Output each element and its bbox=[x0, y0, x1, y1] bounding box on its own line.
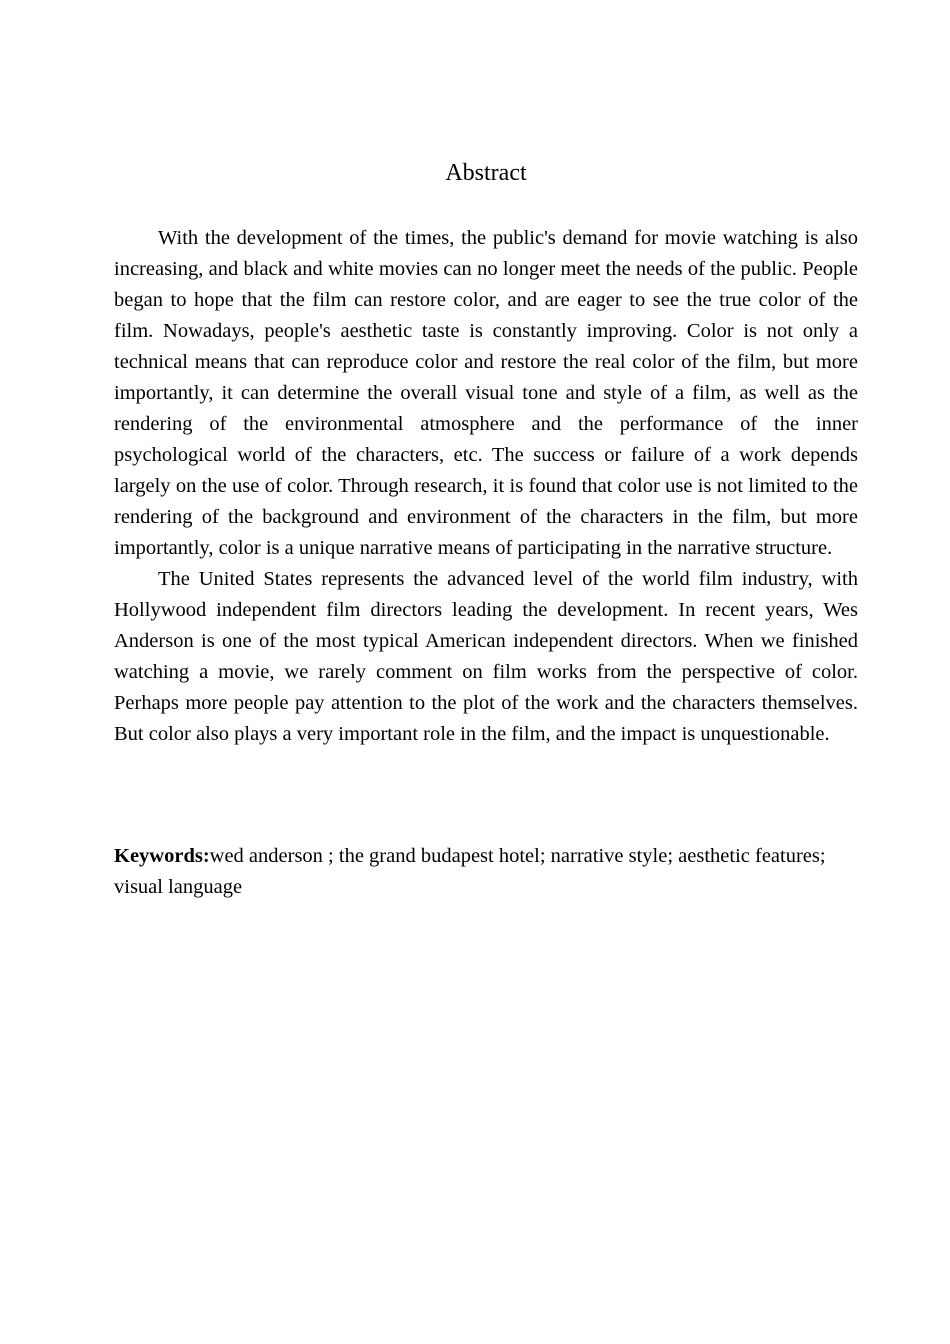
page-title: Abstract bbox=[445, 160, 527, 186]
abstract-paragraph-1: With the development of the times, the public's demand for movie watching is also increasing, and black and white movies can no longer meet the needs of the public. People began to hope that the film can restore color, and are eager to see the true color of the film. Nowadays, people's aesthetic taste is constantly improving. Color is not only a technical means that can reproduce color and restore the real color of the film, but more importantly, it can determine the overall visual tone and style of a film, as well as the rendering of the environmental atmosphere and the performance of the inner psychological world of the characters, etc. The success or failure of a work depends largely on the use of color. Through research, it is found that color use is not limited to the rendering of the background and environment of the characters in the film, but more importantly, color is a unique narrative means of participating in the narrative structure. bbox=[114, 227, 858, 559]
abstract-paragraph-2: The United States represents the advanced level of the world film industry, with Hollywood independent film directors leading the development. In recent years, Wes Anderson is one of the most typical American independent directors. When we finished watching a movie, we rarely comment on film works from the perspective of color. Perhaps more people pay attention to the plot of the work and the characters themselves. But color also plays a very important role in the film, and the impact is unquestionable. bbox=[114, 568, 858, 745]
abstract-body bbox=[114, 223, 858, 750]
keywords-line bbox=[114, 841, 858, 903]
keywords-label: Keywords: bbox=[114, 845, 210, 867]
keywords-text: wed anderson ; the grand budapest hotel; narrative style; aesthetic features; visual language bbox=[114, 845, 826, 898]
